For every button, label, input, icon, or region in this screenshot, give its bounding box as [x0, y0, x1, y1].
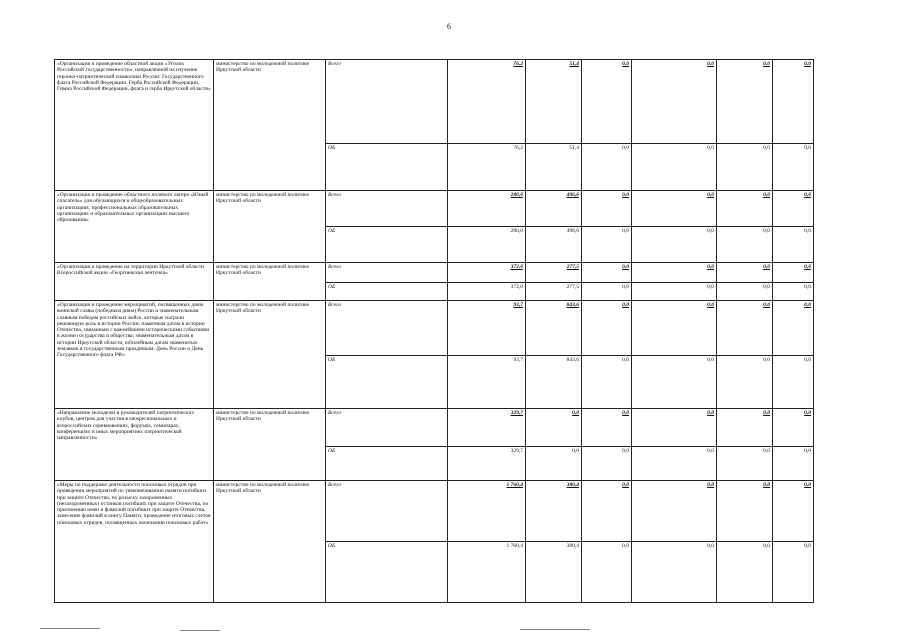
- scan-artifact: [520, 629, 590, 630]
- amount-cell: 76,2: [448, 60, 526, 144]
- scan-artifact: [40, 628, 100, 629]
- funding-source: Всего: [326, 481, 448, 542]
- amount-cell: 0,0: [632, 481, 717, 542]
- amount-cell: 0,0: [773, 144, 814, 191]
- funding-source: ОБ: [326, 356, 448, 409]
- activity-name: «Организация и проведение мероприятий, посвященных дням воинской славы (победным дням) России и знаменательным славным победам российских войск, которые сыграли решающую роль в истории России; памятным датам в истории Отечества, связанным с важнейшими историческими событиями в жизни государства и общества; знаменательным датам в истории Иркутской области, юбилейным датам знаменитых земляков и государственным праздникам: День России и День Государственного флага РФ»: [55, 301, 214, 409]
- amount-cell: 0,0: [632, 356, 717, 409]
- amount-cell: 1 760,4: [448, 481, 526, 542]
- amount-cell: 277,5: [526, 263, 582, 283]
- amount-cell: 0,0: [582, 542, 632, 603]
- funding-source: ОБ: [326, 542, 448, 603]
- amount-cell: 0,0: [717, 263, 773, 283]
- funding-source: Всего: [326, 409, 448, 447]
- amount-cell: 0,0: [582, 144, 632, 191]
- amount-cell: 0,0: [582, 409, 632, 447]
- executor: министерство по молодежной политике Иркутской области: [214, 481, 326, 603]
- budget-table: [54, 59, 814, 603]
- table-row: [55, 60, 814, 144]
- amount-cell: 0,0: [632, 542, 717, 603]
- amount-cell: 76,2: [448, 144, 526, 191]
- amount-cell: 496,6: [526, 227, 582, 263]
- amount-cell: 329,7: [448, 447, 526, 481]
- amount-cell: 0,0: [773, 227, 814, 263]
- amount-cell: 0,0: [582, 191, 632, 227]
- amount-cell: 0,0: [632, 227, 717, 263]
- activity-name: «Организация и проведение на территории Иркутской области Всероссийской акции «Георгиевская ленточка»: [55, 263, 214, 301]
- page-number: 6: [447, 22, 451, 31]
- funding-source: ОБ: [326, 283, 448, 301]
- funding-source: Всего: [326, 263, 448, 283]
- amount-cell: 51,4: [526, 144, 582, 191]
- activity-name: «Меры по поддержке деятельности поисковых отрядов при проведении мероприятий по увековечиванию памяти погибших при защите Отечества, по розыску захороненных (незахороненных) останков погибших при защите Отечества, по присвоению имен и фамилий погибших при защите Отечества, занесение фамилий в книгу Памяти, проведение итоговых слетов поисковых отрядов, посвященных окончанию поисковых работ»: [55, 481, 214, 603]
- table-row: [55, 481, 814, 542]
- executor: министерство по молодежной политике Иркутской области: [214, 409, 326, 481]
- activity-name: «Организация и проведение областной акции «Уголок Российской государственности», направленной на изучение героико-патриотической символики России: Государственного флага Российской Федерации, Герба Российской Федерации, Гимна Российской Федерации, флага и герба Иркутской области»: [55, 60, 214, 191]
- amount-cell: 0,0: [582, 263, 632, 283]
- amount-cell: 0,0: [632, 263, 717, 283]
- amount-cell: 0,0: [717, 191, 773, 227]
- funding-source: ОБ: [326, 144, 448, 191]
- amount-cell: 0,0: [582, 301, 632, 356]
- funding-source: Всего: [326, 60, 448, 144]
- amount-cell: 380,4: [526, 481, 582, 542]
- amount-cell: 0,0: [717, 144, 773, 191]
- funding-source: Всего: [326, 191, 448, 227]
- amount-cell: 0,0: [632, 191, 717, 227]
- amount-cell: 372,0: [448, 283, 526, 301]
- amount-cell: 0,0: [773, 356, 814, 409]
- amount-cell: 0,0: [526, 409, 582, 447]
- table-row: [55, 263, 814, 283]
- amount-cell: 0,0: [582, 481, 632, 542]
- amount-cell: 0,0: [582, 356, 632, 409]
- funding-source: ОБ: [326, 447, 448, 481]
- amount-cell: 93,7: [448, 301, 526, 356]
- activity-name: «Организация и проведение областного полевого лагеря «Юный спасатель» для обучающихся в общеобразовательных организациях, профессиональных образовательных организациях и образовательных организациях высшего образования»: [55, 191, 214, 263]
- amount-cell: 1 760,4: [448, 542, 526, 603]
- amount-cell: 0,0: [773, 263, 814, 283]
- amount-cell: 0,0: [773, 447, 814, 481]
- amount-cell: 0,0: [582, 283, 632, 301]
- funding-source: ОБ: [326, 227, 448, 263]
- amount-cell: 380,4: [526, 542, 582, 603]
- amount-cell: 0,0: [717, 227, 773, 263]
- amount-cell: 0,0: [773, 481, 814, 542]
- funding-source: Всего: [326, 301, 448, 356]
- amount-cell: 329,7: [448, 409, 526, 447]
- amount-cell: 93,7: [448, 356, 526, 409]
- amount-cell: 0,0: [717, 356, 773, 409]
- amount-cell: 0,0: [632, 301, 717, 356]
- amount-cell: 0,0: [717, 60, 773, 144]
- amount-cell: 277,5: [526, 283, 582, 301]
- amount-cell: 0,0: [773, 60, 814, 144]
- amount-cell: 0,0: [717, 301, 773, 356]
- amount-cell: 0,0: [632, 144, 717, 191]
- amount-cell: 843,6: [526, 356, 582, 409]
- table-row: [55, 191, 814, 227]
- amount-cell: 0,0: [717, 283, 773, 301]
- table-row: [55, 301, 814, 356]
- amount-cell: 0,0: [717, 447, 773, 481]
- executor: министерство по молодежной политике Иркутской области: [214, 301, 326, 409]
- amount-cell: 0,0: [632, 283, 717, 301]
- amount-cell: 843,6: [526, 301, 582, 356]
- amount-cell: 0,0: [582, 227, 632, 263]
- amount-cell: 0,0: [773, 191, 814, 227]
- executor: министерство по молодежной политике Иркутской области: [214, 263, 326, 301]
- amount-cell: 0,0: [773, 283, 814, 301]
- executor: министерство по молодежной политике Иркутской области: [214, 60, 326, 191]
- amount-cell: 0,0: [773, 409, 814, 447]
- amount-cell: 280,0: [448, 191, 526, 227]
- amount-cell: 0,0: [632, 60, 717, 144]
- amount-cell: 372,0: [448, 263, 526, 283]
- activity-name: «Направление молодежи и руководителей патриотических клубов, центров для участия в межрегиональных и всероссийских соревнованиях, форумах, семинарах, конференциях и иных мероприятиях патриотической направленности»: [55, 409, 214, 481]
- amount-cell: 0,0: [717, 481, 773, 542]
- scan-artifact: [180, 630, 220, 631]
- amount-cell: 51,4: [526, 60, 582, 144]
- amount-cell: 280,0: [448, 227, 526, 263]
- amount-cell: 0,0: [632, 409, 717, 447]
- table-row: [55, 409, 814, 447]
- amount-cell: 0,0: [632, 447, 717, 481]
- amount-cell: 0,0: [582, 60, 632, 144]
- amount-cell: 0,0: [526, 447, 582, 481]
- amount-cell: 0,0: [773, 542, 814, 603]
- amount-cell: 0,0: [717, 409, 773, 447]
- amount-cell: 0,0: [717, 542, 773, 603]
- executor: министерство по молодежной политике Иркутской области: [214, 191, 326, 263]
- amount-cell: 0,0: [582, 447, 632, 481]
- amount-cell: 496,6: [526, 191, 582, 227]
- amount-cell: 0,0: [773, 301, 814, 356]
